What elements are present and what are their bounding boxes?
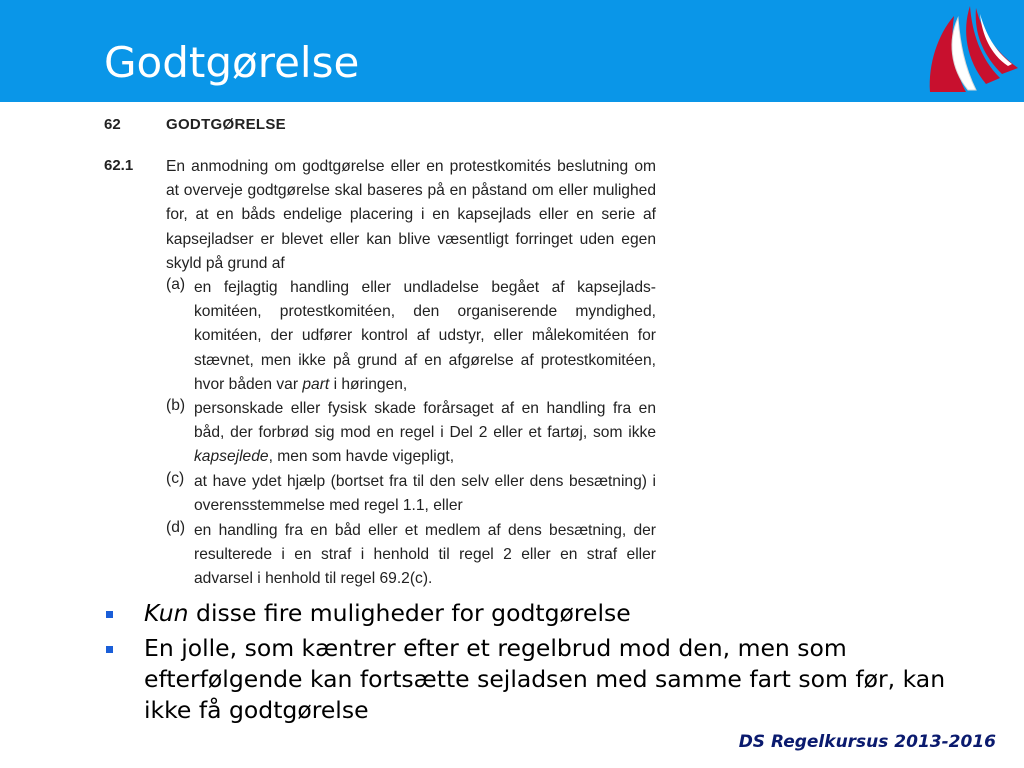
item-letter: (d) — [166, 519, 186, 536]
item-text: personskade eller fysisk skade forårsaget af en handling fra en båd, der forbrød sig mod en regel i Del 2 eller et fartøj, som ikke kapsejlede, men som havde vigepligt, — [194, 400, 656, 466]
rule-number: 62 — [104, 116, 121, 133]
slide-header — [0, 0, 1024, 102]
bullet-list — [104, 598, 964, 730]
item-letter: (a) — [166, 276, 186, 293]
rule-intro-paragraph: En anmodning om godtgørelse eller en protestkomités beslutning om at overveje godtgørelse skal baseres på en påstand om eller mulighed for, at en båds endelige placering i en kapsejlads eller en serie af kapsejladser er blevet eller kan blive væsentligt forringet uden egen skyld på grund af — [166, 158, 656, 272]
item-text: en handling fra en båd eller et medlem af dens besætning, der resulterede i en straf i henhold til regel 2 eller en straf eller advarsel i henhold til regel 69.2(c). — [194, 522, 656, 588]
item-text: en fejlagtig handling eller undladelse begået af kapsejladskomitéen, protestkomitéen, den organiserende myndighed, komitéen, der udfører kontrol af udstyr, eller målekomitéen for stævnet, men ikke på grund af en afgørelse af protestkomitéen, hvor båden var part i høringen, — [194, 279, 656, 393]
item-letter: (c) — [166, 470, 185, 487]
rule-heading — [104, 116, 664, 142]
rule-heading-text: GODTGØRELSE — [166, 116, 286, 133]
list-item: Kun disse fire muligheder for godtgørelse — [104, 598, 964, 629]
sub-rule-number: 62.1 — [104, 157, 134, 174]
item-text: at have ydet hjælp (bortset fra til den selv eller dens besætning) i overensstemmelse med regel 1.1, eller — [194, 473, 656, 515]
slide-title: Godtgørelse — [104, 38, 360, 87]
item-letter: (b) — [166, 397, 186, 414]
list-item: En jolle, som kæntrer efter et regelbrud mod den, men som efterfølgende kan fortsætte sejladsen med samme fart som før, kan ikke få godtgørelse — [104, 633, 964, 726]
footer-text: DS Regelkursus 2013-2016 — [738, 732, 996, 752]
sailboat-logo-icon — [924, 4, 1020, 96]
square-bullet-icon — [106, 611, 113, 618]
square-bullet-icon — [106, 646, 113, 653]
